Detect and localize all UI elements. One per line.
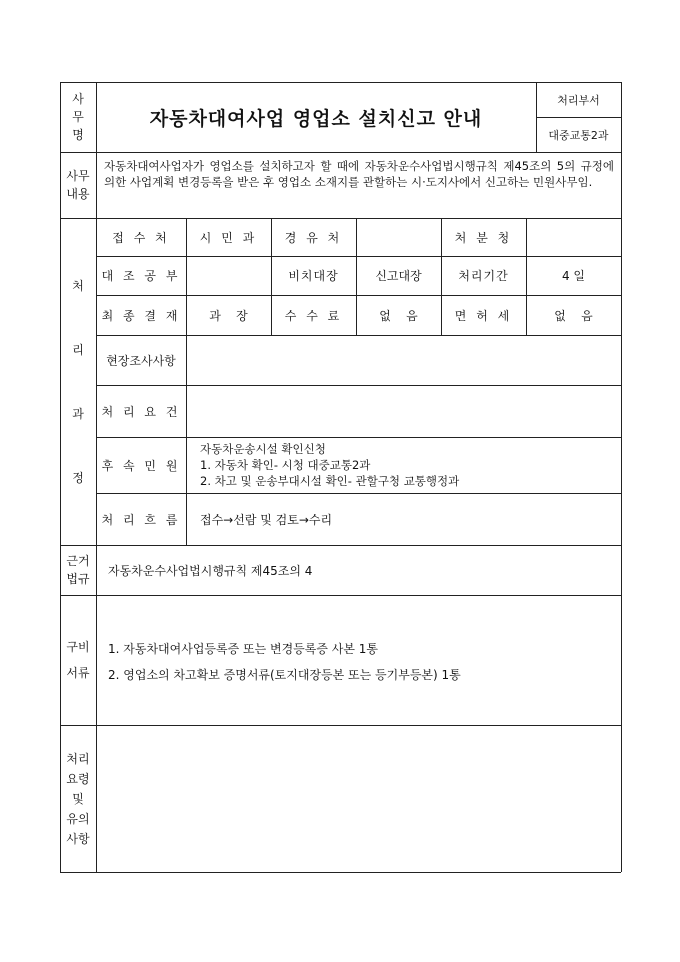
final-approval-value: 과 장 — [209, 308, 248, 323]
follow-up-label: 후 속 민 원 — [101, 458, 181, 473]
legal-basis-text: 자동차운수사업법시행규칙 제45조의 4 — [108, 563, 313, 578]
label-char: 사 — [72, 92, 84, 106]
label-char: 내용 — [66, 187, 90, 201]
service-name-label — [60, 82, 96, 152]
content-label — [60, 152, 96, 218]
office-label: 처 분 청 — [454, 230, 513, 245]
final-approval-label: 최 종 결 재 — [101, 308, 181, 323]
label-char: 정 — [72, 470, 84, 485]
cabinet-label: 비치대장 — [288, 269, 339, 283]
follow-up-line: 자동차운송시설 확인신청 — [200, 442, 326, 456]
tax-label: 면 허 세 — [454, 308, 513, 323]
label-char: 및 — [72, 791, 84, 806]
label-char: 법규 — [66, 572, 90, 586]
label-char: 과 — [72, 406, 84, 421]
site-survey-label: 현장조사사항 — [106, 353, 176, 368]
label-char: 요령 — [66, 771, 90, 786]
office-value — [526, 218, 621, 256]
reception-value: 시 민 과 — [199, 230, 258, 245]
label-char: 처리 — [66, 751, 90, 766]
via-label: 경 유 처 — [284, 230, 343, 245]
fee-label: 수 수 료 — [284, 308, 343, 323]
requirements-value — [192, 385, 612, 437]
documents-list — [108, 636, 613, 686]
list-item: 2. 영업소의 차고확보 증명서류(토지대장등본 또는 등기부등본) 1통 — [108, 668, 461, 682]
notes-text — [108, 735, 613, 865]
ledger-label: 대 조 공 부 — [101, 269, 181, 283]
dept-label: 처리부서 — [557, 93, 600, 107]
label-char: 처 — [72, 278, 84, 293]
label-char: 구비 — [66, 640, 90, 654]
period-label: 처리기간 — [458, 269, 509, 283]
label-char: 무 — [72, 110, 84, 124]
label-char: 사항 — [66, 831, 90, 846]
follow-up-list — [200, 441, 615, 491]
label-char: 명 — [72, 128, 84, 142]
label-char: 서류 — [66, 666, 90, 680]
requirements-label: 처 리 요 건 — [101, 404, 181, 419]
fee-value: 없 음 — [379, 308, 418, 323]
label-char: 사무 — [66, 169, 90, 183]
legal-basis-label — [60, 545, 96, 595]
content-text: 자동차대여사업자가 영업소를 설치하고자 할 때에 자동차운수사업법시행규칙 제45조의 5의 규정에 의한 사업계획 변경등록을 받은 후 영업소 소재지를 관할하는 시·도지사에서 신고하는 민원사무임. — [104, 159, 614, 189]
process-flow-label: 처 리 흐 름 — [101, 512, 181, 527]
tax-value: 없 음 — [554, 308, 593, 323]
label-char: 근거 — [66, 554, 90, 568]
site-survey-value — [192, 335, 612, 385]
follow-up-line: 1. 자동차 확인- 시청 대중교통2과 — [200, 458, 371, 472]
documents-label — [60, 595, 96, 725]
label-char: 리 — [72, 342, 84, 357]
label-char: 유의 — [66, 811, 90, 826]
list-item: 1. 자동차대여사업등록증 또는 변경등록증 사본 1통 — [108, 642, 378, 656]
notes-label — [60, 725, 96, 872]
period-value: 4 일 — [561, 269, 586, 283]
ledger-value — [186, 256, 271, 295]
page-title: 자동차대여사업 영업소 설치신고 안내 — [149, 107, 483, 130]
follow-up-line: 2. 차고 및 운송부대시설 확인- 관할구청 교통행정과 — [200, 474, 460, 488]
process-label — [60, 218, 96, 545]
via-value — [356, 218, 441, 256]
reception-label: 접 수 처 — [112, 230, 170, 245]
process-flow-value: 접수→선람 및 검토→수리 — [200, 512, 333, 527]
cabinet-value: 신고대장 — [375, 269, 422, 283]
dept-value: 대중교통2과 — [548, 128, 609, 142]
